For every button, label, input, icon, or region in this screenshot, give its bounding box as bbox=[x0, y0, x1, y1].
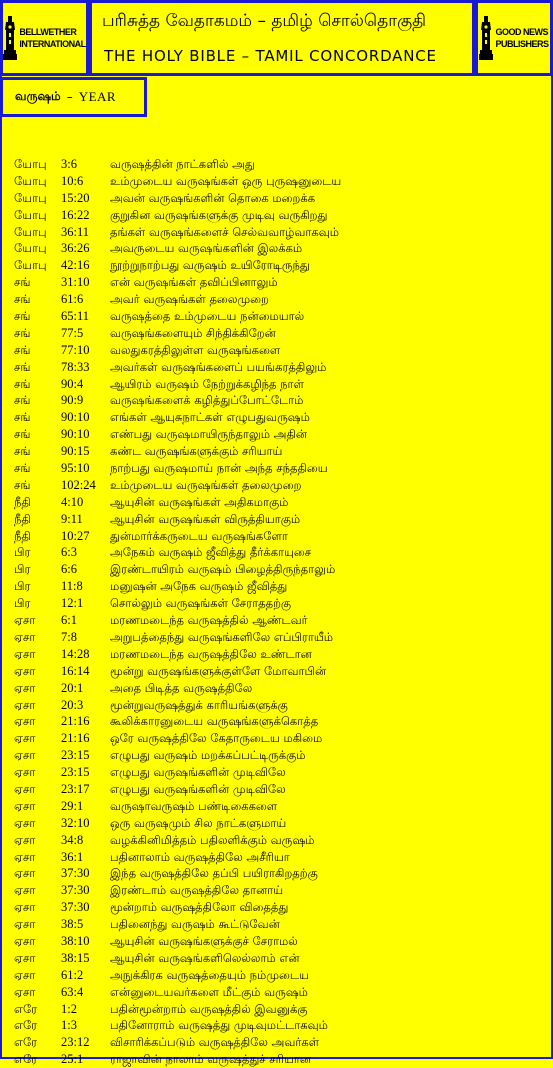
entry-reference: 23:17 bbox=[61, 781, 90, 796]
title-box bbox=[89, 0, 475, 76]
entry-book: ஏசா bbox=[14, 849, 36, 864]
entry-book: சங் bbox=[14, 309, 31, 324]
entry-book: எரே bbox=[14, 1052, 38, 1067]
entry-reference: 90:9 bbox=[61, 393, 84, 408]
entry-book: சங் bbox=[14, 444, 31, 459]
entry-reference: 90:10 bbox=[61, 427, 90, 442]
entry-book: யோபு bbox=[14, 190, 47, 205]
entry-text: குறுகின வருஷங்களுக்கு முடிவு வருகிறது bbox=[110, 207, 328, 222]
entry-text: எழுபது வருஷங்களின் முடிவிலே bbox=[110, 765, 286, 780]
entry-book: சங் bbox=[14, 410, 31, 425]
entry-reference: 23:15 bbox=[61, 765, 90, 780]
entry-book: ஏசா bbox=[14, 917, 36, 932]
entry-text: அறுபத்தைந்து வருஷங்களிலே எப்பிராயீம் bbox=[110, 629, 333, 644]
subject-tamil: வருஷம் bbox=[15, 89, 61, 103]
entry-text: நூற்றுநாற்பது வருஷம் உயிரோடிருந்து bbox=[110, 258, 310, 273]
entry-text: பதினாலாம் வருஷத்திலே அசீரியா bbox=[110, 849, 290, 864]
entry-text: அவன் வருஷங்களின் தொகை மறைக்க bbox=[110, 190, 316, 205]
entry-reference: 21:16 bbox=[61, 731, 90, 746]
entry-reference: 6:3 bbox=[61, 545, 77, 560]
entry-reference: 95:10 bbox=[61, 461, 90, 476]
entry-reference: 36:1 bbox=[61, 849, 84, 864]
entry-reference: 6:6 bbox=[61, 562, 77, 577]
entry-reference: 15:20 bbox=[61, 190, 90, 205]
entry-book: எரே bbox=[14, 1035, 38, 1050]
entry-book: ஏசா bbox=[14, 680, 36, 695]
entry-book: ஏசா bbox=[14, 815, 36, 830]
entry-book: எரே bbox=[14, 1018, 38, 1033]
entry-book: நீதி bbox=[14, 511, 31, 526]
entry-reference: 77:5 bbox=[61, 325, 84, 340]
entry-book: எரே bbox=[14, 1001, 38, 1016]
entry-reference: 61:6 bbox=[61, 292, 84, 307]
entry-book: யோபு bbox=[14, 224, 47, 239]
entry-book: சங் bbox=[14, 376, 31, 391]
entry-reference: 20:1 bbox=[61, 680, 84, 695]
entry-book: சங் bbox=[14, 342, 31, 357]
entry-text: அநுக்கிரக வருஷத்தையும் நம்முடைய bbox=[110, 967, 309, 982]
entry-text: என் வருஷங்கள் தவிப்பினாலும் bbox=[110, 275, 278, 290]
entry-text: வருஷாவருஷம் பண்டிகைகளை bbox=[110, 798, 278, 813]
entry-reference: 10:6 bbox=[61, 173, 84, 188]
entry-text: பதினோராம் வருஷத்து முடிவுமட்டாகவும் bbox=[110, 1018, 328, 1033]
entry-reference: 1:3 bbox=[61, 1018, 77, 1033]
entry-reference: 23:12 bbox=[61, 1035, 90, 1050]
entry-book: பிர bbox=[14, 579, 31, 594]
entry-reference: 9:11 bbox=[61, 511, 83, 526]
entry-book: ஏசா bbox=[14, 781, 36, 796]
entry-book: பிர bbox=[14, 596, 31, 611]
entry-text: நாற்பது வருஷமாய் நான் அந்த சந்ததியை bbox=[110, 461, 328, 476]
subject-english: YEAR bbox=[78, 89, 117, 104]
entry-reference: 78:33 bbox=[61, 359, 90, 374]
entry-book: ஏசா bbox=[14, 883, 36, 898]
entry-book: பிர bbox=[14, 545, 31, 560]
entry-book: பிர bbox=[14, 562, 31, 577]
entry-text: ராஜாவின் நாலாம் வருஷத்துச் சரியான bbox=[110, 1052, 311, 1067]
entry-text: பதினைந்து வருஷம் கூட்டுவேன் bbox=[110, 917, 280, 932]
entry-text: வலதுகரத்திலுள்ள வருஷங்களை bbox=[110, 342, 281, 357]
entry-reference: 6:1 bbox=[61, 613, 77, 628]
entry-reference: 23:15 bbox=[61, 748, 90, 763]
entry-text: மூன்றுவருஷத்துக் காரியங்களுக்கு bbox=[110, 697, 288, 712]
title-tamil: பரிசுத்த வேதாகமம் – தமிழ் சொல்தொகுதி bbox=[102, 11, 427, 31]
publisher-logo-right bbox=[475, 0, 553, 76]
entry-reference: 29:1 bbox=[61, 798, 84, 813]
entry-book: ஏசா bbox=[14, 765, 36, 780]
entry-reference: 12:1 bbox=[61, 596, 84, 611]
entry-text: அநேகம் வருஷம் ஜீவித்து தீர்க்காயுசை bbox=[110, 545, 312, 560]
entry-text: உம்முடைய வருஷங்கள் தலைமுறை bbox=[110, 477, 302, 492]
entry-book: யோபு bbox=[14, 207, 47, 222]
entry-text: சொல்லும் வருஷங்கள் சேராததற்கு bbox=[110, 596, 292, 611]
entry-reference: 77:10 bbox=[61, 342, 90, 357]
entry-book: சங் bbox=[14, 325, 31, 340]
entry-reference: 14:28 bbox=[61, 646, 90, 661]
entry-reference: 36:11 bbox=[61, 224, 90, 239]
entry-book: ஏசா bbox=[14, 950, 36, 965]
entry-text: தங்கள் வருஷங்களைச் செல்வவாழ்வாகவும் bbox=[110, 224, 339, 239]
entry-text: மரணமடைந்த வருஷத்தில் ஆண்டவர் bbox=[110, 613, 308, 628]
logo-left-text: BELLWETHER INTERNATIONAL bbox=[19, 27, 86, 49]
entry-reference: 65:11 bbox=[61, 309, 90, 324]
entry-book: நீதி bbox=[14, 494, 31, 509]
publisher-logo-left bbox=[0, 0, 89, 76]
entry-reference: 34:8 bbox=[61, 832, 84, 847]
entry-text: பதின்மூன்றாம் வருஷத்தில் இவனுக்கு bbox=[110, 1001, 308, 1016]
bell-tower-icon bbox=[479, 16, 493, 60]
entry-book: சங் bbox=[14, 292, 31, 307]
entry-text: கூலிக்காரனுடைய வருஷங்களுக்கொத்த bbox=[110, 714, 319, 729]
entry-book: ஏசா bbox=[14, 984, 36, 999]
entry-book: ஏசா bbox=[14, 866, 36, 881]
entry-reference: 90:4 bbox=[61, 376, 84, 391]
entry-text: மூன்றாம் வருஷத்திலோ விதைத்து bbox=[110, 900, 289, 915]
entry-text: வருஷங்களையும் சிந்திக்கிறேன் bbox=[110, 325, 276, 340]
entry-book: ஏசா bbox=[14, 900, 36, 915]
entry-book: ஏசா bbox=[14, 629, 36, 644]
entry-book: ஏசா bbox=[14, 933, 36, 948]
entry-text: கண்ட வருஷங்களுக்கும் சரியாய் bbox=[110, 444, 283, 459]
entry-book: ஏசா bbox=[14, 663, 36, 678]
entry-text: மரணமடைந்த வருஷத்திலே உண்டான bbox=[110, 646, 312, 661]
entry-reference: 4:10 bbox=[61, 494, 84, 509]
entry-text: மனுஷன் அநேக வருஷம் ஜீவித்து bbox=[110, 579, 288, 594]
entry-reference: 21:16 bbox=[61, 714, 90, 729]
entry-reference: 25:1 bbox=[61, 1052, 84, 1067]
logo-right-text: GOOD NEWS PUBLISHERS bbox=[495, 27, 549, 49]
entry-reference: 37:30 bbox=[61, 866, 90, 881]
entry-book: ஏசா bbox=[14, 714, 36, 729]
entry-text: துன்மார்க்கருடைய வருஷங்களோ bbox=[110, 528, 288, 543]
entry-text: விசாரிக்கப்படும் வருஷத்திலே அவர்கள் bbox=[110, 1035, 320, 1050]
entry-book: ஏசா bbox=[14, 697, 36, 712]
entry-book: நீதி bbox=[14, 528, 31, 543]
title-english: THE HOLY BIBLE – TAMIL CONCORDANCE bbox=[104, 47, 437, 65]
entry-book: ஏசா bbox=[14, 731, 36, 746]
entry-reference: 42:16 bbox=[61, 258, 90, 273]
entry-reference: 7:8 bbox=[61, 629, 77, 644]
entry-book: யோபு bbox=[14, 157, 47, 171]
entry-text: இந்த வருஷத்திலே தப்பி பயிராகிறதற்கு bbox=[110, 866, 318, 881]
entry-text: இரண்டாயிரம் வருஷம் பிழைத்திருந்தாலும் bbox=[110, 562, 336, 577]
entry-text: எழுபது வருஷம் மறக்கப்பட்டிருக்கும் bbox=[110, 748, 306, 763]
entry-text: வருஷங்களைக் கழித்துப்போட்டோம் bbox=[110, 393, 304, 408]
entry-text: அதை பிடித்த வருஷத்திலே bbox=[110, 680, 253, 695]
entry-book: யோபு bbox=[14, 173, 47, 188]
entry-book: ஏசா bbox=[14, 832, 36, 847]
entry-reference: 36:26 bbox=[61, 241, 90, 256]
entry-reference: 1:2 bbox=[61, 1001, 77, 1016]
entry-text: ஆயுசின் வருஷங்கள் விருத்தியாகும் bbox=[110, 511, 301, 526]
entry-reference: 38:15 bbox=[61, 950, 90, 965]
entry-text: ஆயிரம் வருஷம் நேற்றுக்கழிந்த நாள் bbox=[110, 376, 304, 391]
entry-text: எழுபது வருஷங்களின் முடிவிலே bbox=[110, 781, 286, 796]
entry-reference: 38:10 bbox=[61, 933, 90, 948]
entry-book: ஏசா bbox=[14, 798, 36, 813]
entry-reference: 10:27 bbox=[61, 528, 90, 543]
entry-book: யோபு bbox=[14, 241, 47, 256]
entry-text: அவர்கள் வருஷங்களைப் பயங்கரத்திலும் bbox=[110, 359, 327, 374]
entry-book: ஏசா bbox=[14, 646, 36, 661]
entry-text: வருஷத்தின் நாட்களில் அது bbox=[110, 157, 255, 171]
entry-book: ஏசா bbox=[14, 967, 36, 982]
entry-reference: 37:30 bbox=[61, 900, 90, 915]
entry-book: சங் bbox=[14, 275, 31, 290]
entry-text: ஆயுசின் வருஷங்களிலெல்லாம் என் bbox=[110, 950, 300, 965]
entry-book: யோபு bbox=[14, 258, 47, 273]
entry-reference: 32:10 bbox=[61, 815, 90, 830]
entry-reference: 31:10 bbox=[61, 275, 90, 290]
subject-separator: – bbox=[66, 90, 73, 104]
entry-reference: 90:15 bbox=[61, 444, 90, 459]
entry-book: ஏசா bbox=[14, 613, 36, 628]
entry-reference: 16:22 bbox=[61, 207, 90, 222]
subject-heading bbox=[0, 77, 147, 117]
entry-reference: 20:3 bbox=[61, 697, 84, 712]
entry-reference: 61:2 bbox=[61, 967, 84, 982]
bell-tower-icon bbox=[3, 16, 17, 60]
entry-reference: 16:14 bbox=[61, 663, 90, 678]
entry-reference: 102:24 bbox=[61, 477, 96, 492]
entry-text: அவருடைய வருஷங்களின் இலக்கம் bbox=[110, 241, 303, 256]
entry-text: வருஷத்தை உம்முடைய நன்மையால் bbox=[110, 309, 305, 324]
entry-reference: 63:4 bbox=[61, 984, 84, 999]
entry-book: சங் bbox=[14, 393, 31, 408]
entry-text: என்னுடையவர்களை மீட்கும் வருஷம் bbox=[110, 984, 308, 999]
entry-book: சங் bbox=[14, 359, 31, 374]
entry-text: ஆயுசின் வருஷங்களுக்குச் சேராமல் bbox=[110, 933, 298, 948]
entry-book: சங் bbox=[14, 427, 31, 442]
entry-reference: 11:8 bbox=[61, 579, 83, 594]
entry-text: உம்முடைய வருஷங்கள் ஒரு புருஷனுடைய bbox=[110, 173, 342, 188]
entry-text: எண்பது வருஷமாயிருந்தாலும் அதின் bbox=[110, 427, 308, 442]
entry-book: ஏசா bbox=[14, 748, 36, 763]
entry-reference: 3:6 bbox=[61, 157, 77, 171]
entry-reference: 37:30 bbox=[61, 883, 90, 898]
entry-text: ஆயுசின் வருஷங்கள் அதிகமாகும் bbox=[110, 494, 289, 509]
entry-text: வழக்கினிமித்தம் பதிலளிக்கும் வருஷம் bbox=[110, 832, 315, 847]
entry-text: இரண்டாம் வருஷத்திலே தானாய் bbox=[110, 883, 284, 898]
entry-book: சங் bbox=[14, 461, 31, 476]
entry-text: ஒரு வருஷமும் சில நாட்களுமாய் bbox=[110, 815, 287, 830]
entry-text: எங்கள் ஆயுசுநாட்கள் எழுபதுவருஷம் bbox=[110, 410, 310, 425]
entry-text: மூன்று வருஷங்களுக்குள்ளே மோவாபின் bbox=[110, 663, 327, 678]
entry-reference: 38:5 bbox=[61, 917, 84, 932]
entry-book: சங் bbox=[14, 477, 31, 492]
entry-reference: 90:10 bbox=[61, 410, 90, 425]
entry-text: அவர் வருஷங்கள் தலைமுறை bbox=[110, 292, 269, 307]
entry-text: ஒரே வருஷத்திலே கேதாருடைய மகிமை bbox=[110, 731, 323, 746]
